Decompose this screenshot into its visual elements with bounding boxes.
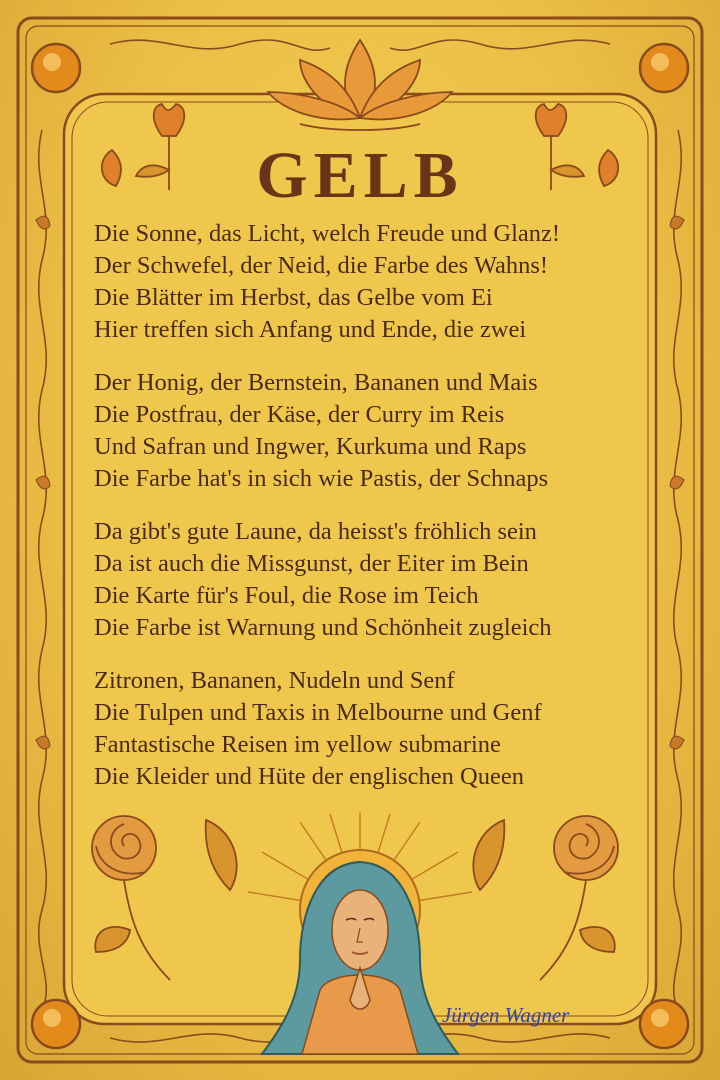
poem-line: Die Farbe ist Warnung und Schönheit zugleich	[94, 614, 552, 641]
poem-line: Die Karte für's Foul, die Rose im Teich	[94, 582, 479, 609]
poem-line: Die Sonne, das Licht, welch Freude und Glanz!	[94, 220, 561, 247]
stanza	[94, 218, 654, 346]
poem-line: Die Kleider und Hüte der englischen Queen	[94, 763, 524, 790]
poem-line: Fantastische Reisen im yellow submarine	[94, 731, 501, 758]
poem-line: Die Blätter im Herbst, das Gelbe vom Ei	[94, 284, 493, 311]
stanza	[94, 367, 654, 495]
author-signature: Jürgen Wagner	[442, 1003, 570, 1027]
poem-title: GELB	[256, 139, 464, 212]
poem-line: Der Honig, der Bernstein, Bananen und Mais	[94, 369, 538, 396]
poem-line: Die Tulpen und Taxis in Melbourne und Genf	[94, 699, 542, 726]
poem-line: Da ist auch die Missgunst, der Eiter im Bein	[94, 550, 529, 577]
poem-line: Die Postfrau, der Käse, der Curry im Reis	[94, 401, 505, 428]
poem-line: Die Farbe hat's in sich wie Pastis, der Schnaps	[94, 465, 549, 492]
poem-line: Der Schwefel, der Neid, die Farbe des Wahns!	[94, 252, 549, 279]
poem-line: Hier treffen sich Anfang und Ende, die zwei	[94, 316, 527, 343]
poem-line: Und Safran und Ingwer, Kurkuma und Raps	[94, 433, 527, 460]
stanza	[94, 516, 654, 644]
stanza	[94, 665, 654, 793]
poem-body	[94, 218, 654, 814]
poem-line: Da gibt's gute Laune, da heisst's fröhlich sein	[94, 518, 537, 545]
poem-line: Zitronen, Bananen, Nudeln und Senf	[94, 667, 455, 694]
